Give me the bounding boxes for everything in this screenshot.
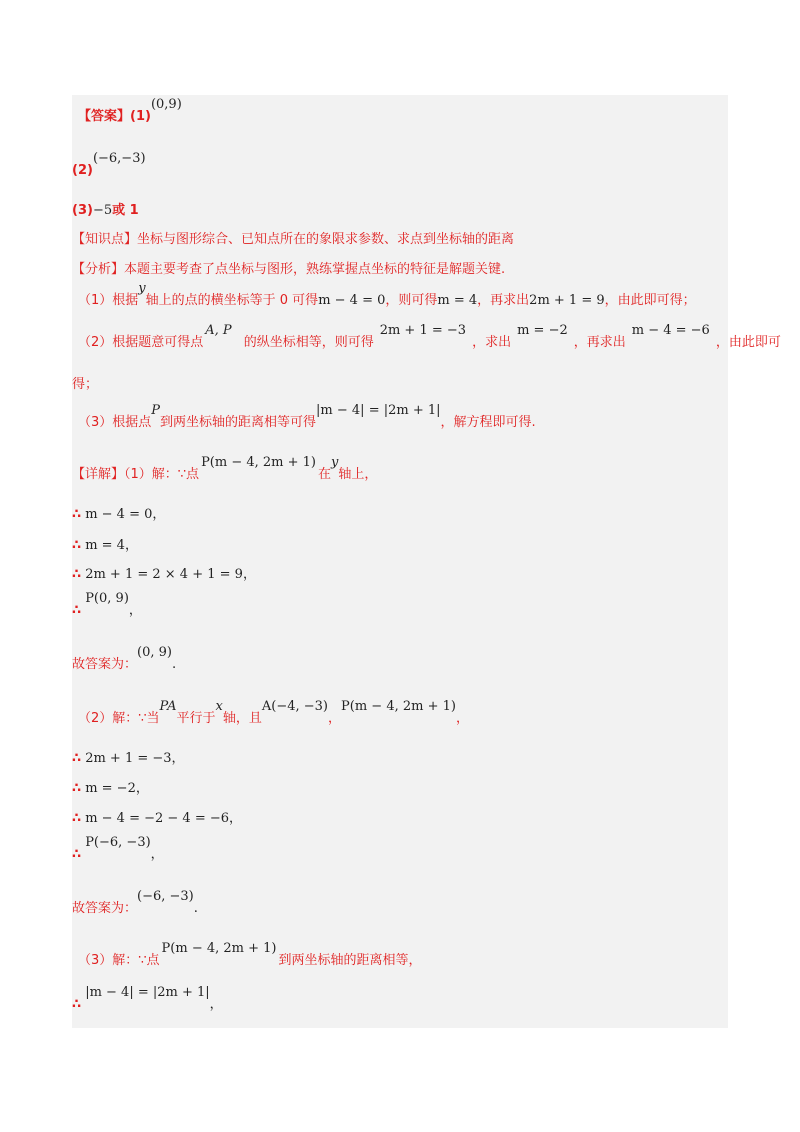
answer-part-1-math: (0,9) bbox=[150, 97, 182, 112]
therefore-symbol: ∴ bbox=[72, 811, 82, 826]
detail-p1-a: （1）解：∵点 bbox=[124, 467, 200, 482]
answer-line-3 bbox=[72, 202, 139, 220]
therefore-symbol: ∴ bbox=[72, 847, 82, 862]
detail-part-1-header bbox=[72, 455, 378, 484]
detail-p2-step-3 bbox=[72, 810, 242, 828]
detail-p1-b: 在 bbox=[318, 467, 332, 482]
detail-p1-step-3-math: 2m + 1 = 2 × 4 + 1 = 9 bbox=[85, 567, 243, 582]
analysis-s2-d: ，再求出 bbox=[573, 335, 626, 350]
analysis-s1-m1: y bbox=[138, 281, 146, 296]
analysis-s2-f: 得； bbox=[72, 377, 99, 392]
detail-p2-step-1 bbox=[72, 750, 185, 768]
analysis-text: 本题主要考查了点坐标与图形，熟练掌握点坐标的特征是解题关键. bbox=[124, 262, 506, 277]
analysis-label: 【分析】 bbox=[72, 262, 125, 277]
answer-part-2-math: (−6,−3) bbox=[92, 151, 146, 166]
analysis-step-2-cont bbox=[72, 376, 98, 394]
detail-p2-answer-label: 故答案为： bbox=[72, 901, 138, 916]
detail-p2-a: （2）解：∵当 bbox=[78, 711, 160, 726]
detail-p2-c: 轴，且 bbox=[222, 711, 262, 726]
analysis-s1-a: （1）根据 bbox=[78, 293, 139, 308]
detail-p3-a: （3）解：∵点 bbox=[78, 953, 160, 968]
analysis-step-1 bbox=[78, 281, 696, 310]
comma: ， bbox=[124, 538, 138, 553]
answer-part-1-number: (1) bbox=[130, 109, 151, 124]
analysis-s2-m2: 2m + 1 = −3 bbox=[379, 323, 467, 338]
answer-line-1 bbox=[78, 97, 182, 126]
analysis-s3-b: 到两坐标轴的距离相等可得 bbox=[160, 415, 317, 430]
comma: ， bbox=[171, 751, 185, 766]
analysis-s1-m2: m − 4 = 0 bbox=[318, 293, 386, 308]
detail-p1-step-4-math: P(0, 9) bbox=[85, 591, 129, 606]
analysis-s1-b: 轴上的点的横坐标等于 0 可得 bbox=[145, 293, 319, 308]
detail-p1-step-3 bbox=[72, 566, 256, 584]
detail-p1-step-2 bbox=[72, 537, 138, 555]
comma: ， bbox=[135, 781, 149, 796]
answer-part-2-number: (2) bbox=[72, 163, 93, 178]
detail-p2-b: 平行于 bbox=[176, 711, 216, 726]
detail-p2-step-4 bbox=[72, 835, 164, 864]
detail-p2-m1: PA bbox=[159, 699, 177, 714]
therefore-symbol: ∴ bbox=[72, 567, 82, 582]
period: . bbox=[193, 901, 198, 916]
analysis-s1-m3: m = 4 bbox=[437, 293, 478, 308]
answer-line-2 bbox=[72, 151, 146, 180]
detail-p2-e: ， bbox=[455, 711, 469, 726]
detail-p2-m4: P(m − 4, 2m + 1) bbox=[341, 699, 456, 714]
answer-part-3-text: 或 1 bbox=[112, 203, 139, 218]
comma: ， bbox=[242, 567, 256, 582]
comma: ， bbox=[209, 997, 223, 1012]
answer-label: 【答案】 bbox=[78, 109, 131, 124]
detail-p2-m2: x bbox=[215, 699, 223, 714]
analysis-s2-b: 的纵坐标相等，则可得 bbox=[243, 335, 374, 350]
therefore-symbol: ∴ bbox=[72, 751, 82, 766]
detail-p2-d: ， bbox=[328, 711, 342, 726]
analysis-s2-e: ，由此即可 bbox=[715, 335, 781, 350]
analysis-s3-m2: |m − 4| = |2m + 1| bbox=[316, 403, 441, 418]
detail-p3-step-1 bbox=[72, 985, 223, 1014]
analysis-line bbox=[72, 261, 505, 279]
knowledge-label: 【知识点】 bbox=[72, 232, 138, 247]
detail-label: 【详解】 bbox=[72, 467, 125, 482]
detail-p2-step-2 bbox=[72, 780, 149, 798]
analysis-s1-c: ，则可得 bbox=[385, 293, 438, 308]
analysis-s2-c: ，求出 bbox=[472, 335, 512, 350]
analysis-s3-c: ，解方程即可得. bbox=[440, 415, 536, 430]
analysis-s1-d: ，再求出 bbox=[477, 293, 530, 308]
detail-p1-answer bbox=[72, 645, 177, 674]
therefore-symbol: ∴ bbox=[72, 997, 82, 1012]
analysis-s1-m4: 2m + 1 = 9 bbox=[529, 293, 605, 308]
detail-part-3-header bbox=[78, 941, 422, 970]
detail-part-2-header bbox=[78, 699, 469, 728]
detail-p2-m3: A(−4, −3) bbox=[261, 699, 328, 714]
answer-part-3-math: −5 bbox=[92, 203, 113, 218]
analysis-s2-m1: A, P bbox=[205, 323, 232, 338]
detail-p2-answer bbox=[72, 889, 198, 918]
detail-p1-m1: P(m − 4, 2m + 1) bbox=[201, 455, 316, 470]
detail-p3-m1: P(m − 4, 2m + 1) bbox=[161, 941, 277, 956]
knowledge-line bbox=[72, 231, 514, 249]
detail-p1-m2: y bbox=[331, 455, 339, 470]
analysis-s3-a: （3）根据点 bbox=[78, 415, 152, 430]
period: . bbox=[171, 657, 177, 672]
detail-p2-step-3-math: m − 4 = −2 − 4 = −6 bbox=[85, 811, 230, 826]
detail-p3-step-1-math: |m − 4| = |2m + 1| bbox=[85, 985, 210, 1000]
detail-p2-answer-math: (−6, −3) bbox=[137, 889, 194, 904]
answer-part-3-number: (3) bbox=[72, 203, 93, 218]
knowledge-text: 坐标与图形综合、已知点所在的象限求参数、求点到坐标轴的距离 bbox=[137, 232, 515, 247]
analysis-s2-m3: m = −2 bbox=[517, 323, 568, 338]
comma: ， bbox=[229, 811, 243, 826]
detail-p2-step-2-math: m = −2 bbox=[85, 781, 136, 796]
analysis-s2-a: （2）根据题意可得点 bbox=[78, 335, 204, 350]
detail-p1-step-2-math: m = 4 bbox=[85, 538, 125, 553]
detail-p1-answer-math: (0, 9) bbox=[137, 645, 172, 660]
therefore-symbol: ∴ bbox=[72, 538, 82, 553]
detail-p1-step-1-math: m − 4 = 0 bbox=[85, 507, 153, 522]
therefore-symbol: ∴ bbox=[72, 603, 82, 618]
comma: ， bbox=[128, 603, 142, 618]
detail-p1-answer-label: 故答案为： bbox=[72, 657, 138, 672]
analysis-step-2 bbox=[78, 323, 781, 352]
analysis-s2-m4: m − 4 = −6 bbox=[631, 323, 710, 338]
comma: ， bbox=[152, 507, 166, 522]
therefore-symbol: ∴ bbox=[72, 507, 82, 522]
detail-p1-step-1 bbox=[72, 506, 165, 524]
analysis-s1-e: ，由此即可得； bbox=[604, 293, 696, 308]
analysis-step-3 bbox=[78, 403, 536, 432]
analysis-s3-m1: P bbox=[151, 403, 161, 418]
detail-p1-c: 轴上， bbox=[338, 467, 378, 482]
detail-p3-b: 到两坐标轴的距离相等， bbox=[278, 953, 422, 968]
detail-p2-step-1-math: 2m + 1 = −3 bbox=[85, 751, 172, 766]
comma: ， bbox=[150, 847, 164, 862]
therefore-symbol: ∴ bbox=[72, 781, 82, 796]
detail-p1-step-4 bbox=[72, 591, 142, 620]
detail-p2-step-4-math: P(−6, −3) bbox=[85, 835, 151, 850]
